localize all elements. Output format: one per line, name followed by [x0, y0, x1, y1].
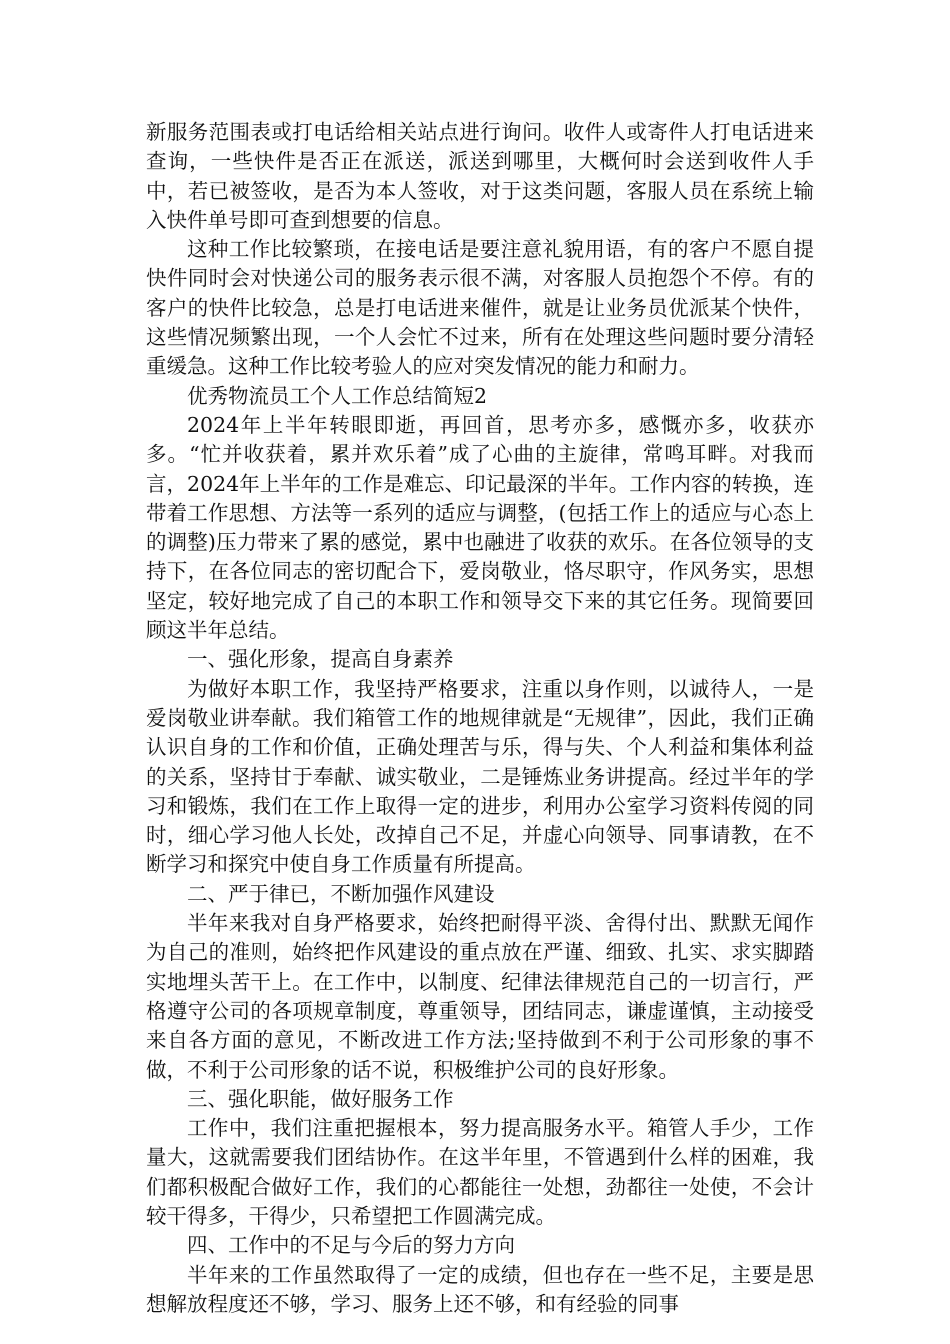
paragraph: 为做好本职工作，我坚持严格要求，注重以身作则，以诚待人，一是爱岗敬业讲奉献。我们箱管工作的地规律就是“无规律”，因此，我们正确认识自身的工作和价值，正确处理苦与乐，得与失、个人利益和集体利益的关系，坚持甘于奉献、诚实敬业，二是锤炼业务讲提高。经过半年的学习和锻炼，我们在工作上取得一定的进步，利用办公室学习资料传阅的同时，细心学习他人长处，改掉自己不足，并虚心向领导、同事请教，在不断学习和探究中使自身工作质量有所提高。	[146, 676, 814, 877]
paragraph: 半年来我对自身严格要求，始终把耐得平淡、舍得付出、默默无闻作为自己的准则，始终把作风建设的重点放在严谨、细致、扎实、求实脚踏实地埋头苦干上。在工作中，以制度、纪律法律规范自己的一切言行，严格遵守公司的各项规章制度，尊重领导，团结同志，谦虚谨慎，主动接受来自各方面的意见，不断改进工作方法;坚持做到不利于公司形象的事不做，不利于公司形象的话不说，积极维护公司的良好形象。	[146, 911, 814, 1082]
paragraph: 半年来的工作虽然取得了一定的成绩，但也存在一些不足，主要是思想解放程度还不够，学习、服务上还不够，和有经验的同事	[146, 1262, 814, 1316]
paragraph: 这种工作比较繁琐，在接电话是要注意礼貌用语，有的客户不愿自提快件同时会对快递公司的服务表示很不满，对客服人员抱怨个不停。有的客户的快件比较急，总是打电话进来催件，就是让业务员优派某个快件，这些情况频繁出现，一个人会忙不过来，所有在处理这些问题时要分清轻重缓急。这种工作比较考验人的应对突发情况的能力和耐力。	[146, 237, 814, 379]
section-heading: 二、严于律已，不断加强作风建设	[187, 881, 495, 906]
paragraph: 2024年上半年转眼即逝，再回首，思考亦多，感慨亦多，收获亦多。“忙并收获着，累并欢乐着”成了心曲的主旋律，常鸣耳畔。对我而言，2024年上半年的工作是难忘、印记最深的半年。工作内容的转换，连带着工作思想、方法等一系列的适应与调整，(包括工作上的适应与心态上的调整)压力带来了累的感觉，累中也融进了收获的欢乐。在各位领导的支持下，在各位同志的密切配合下，爱岗敬业，恪尽职守，作风务实，思想坚定，较好地完成了自己的本职工作和领导交下来的其它任务。现简要回顾这半年总结。	[146, 412, 814, 643]
section-heading: 一、强化形象，提高自身素养	[187, 647, 454, 672]
paragraph: 工作中，我们注重把握根本，努力提高服务水平。箱管人手少，工作量大，这就需要我们团结协作。在这半年里，不管遇到什么样的困难，我们都积极配合做好工作，我们的心都能往一处想，劲都往一处使，不会计较干得多，干得少，只希望把工作圆满完成。	[146, 1116, 814, 1228]
section-title: 优秀物流员工个人工作总结简短2	[187, 383, 488, 408]
section-heading: 四、工作中的不足与今后的努力方向	[187, 1233, 515, 1258]
section-heading: 三、强化职能，做好服务工作	[187, 1086, 454, 1111]
document-page	[146, 118, 814, 1319]
paragraph: 新服务范围表或打电话给相关站点进行询问。收件人或寄件人打电话进来查询，一些快件是否正在派送，派送到哪里，大概何时会送到收件人手中，若已被签收，是否为本人签收，对于这类问题，客服人员在系统上输入快件单号即可查到想要的信息。	[146, 120, 814, 232]
